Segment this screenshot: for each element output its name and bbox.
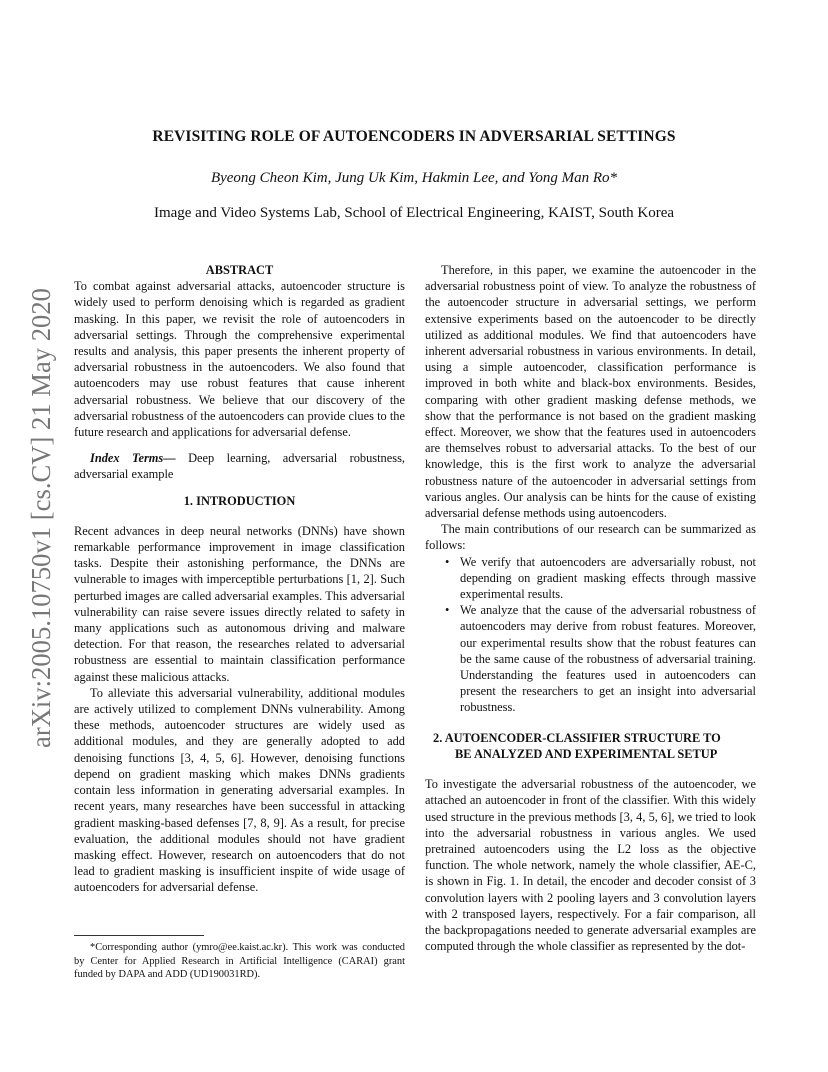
arxiv-stamp-graphic	[10, 280, 62, 760]
bullet-mark: •	[445, 603, 450, 618]
left-column	[74, 262, 405, 896]
right-paragraph-1: Therefore, in this paper, we examine the autoencoder in the adversarial robustness point of view. To analyze the robustness of the autoencoder structure in adversarial settings, we perform extensive experiments based on the autoencoder to be directly utilized as additional modules. We find that autoencoders have inherent adversarial robustness in various environments. In detail, using a simple autoencoder, classification performance is improved in both white and black-box environments. Besides, comparing with other gradient masking defense methods, we show that the performance is not based on the gradient masking effect. Moreover, we show that the features used in autoencoders are themselves robust to adversarial attacks. To the best of our knowledge, this is the first work to analyze the adversarial robustness nature of the autoencoder in adversarial settings from various angles. Our analysis can be hints for the cause of existing adversarial defense methods using autoencoders.	[425, 263, 756, 521]
index-terms-text: Deep learning, adversarial robustness, adversarial example	[74, 451, 405, 482]
list-item: • We verify that autoencoders are adversarially robust, not depending on gradient masking effects through massive experimental results.	[445, 554, 756, 602]
intro-paragraph-1: Recent advances in deep neural networks (DNNs) have shown remarkable performance improvement in image classification tasks. Despite their astonishing performance, the DNNs are vulnerable to images with imperceptible perturbations [1, 2]. Such perturbed images are called adversarial examples. This adversarial vulnerability can raise severe issues directly related to safety in many applications such as autonomous driving and malware detection. For that reason, the researches related to adversarial robustness are essential to maintain classification performance against these malicious attacks.	[74, 523, 405, 684]
section-2-paragraph: To investigate the adversarial robustness of the autoencoder, we attached an autoencoder in front of the classifier. With this widely used structure in the previous methods [3, 4, 5, 6], we tried to look into the adversarial robustness in various angles. We used pretrained autoencoders using the L2 loss as the objective function. The whole network, namely the whole classifier, AE-C, is shown in Fig. 1. In detail, the encoder and decoder consist of 3 convolution layers with 2 pooling layers and 3 convolution layers with 2 transposed layers, respectively. For a fair comparison, all the backpropagations needed to generate adversarial examples are computed through the whole classifier as represented by the dot-	[425, 777, 756, 954]
contributions-list	[425, 554, 756, 716]
section-2-heading: 2. AUTOENCODER-CLASSIFIER STRUCTURE TO BE ANALYZED AND EXPERIMENTAL SETUP	[433, 730, 721, 761]
footnote-text: *Corresponding author (ymro@ee.kaist.ac.kr). This work was conducted by Center for Applied Research in Artificial Intelligence (CARAI) grant funded by DAPA and ADD (UD190031RD).	[74, 942, 405, 981]
paper-affiliation: Image and Video Systems Lab, School of Electrical Engineering, KAIST, South Korea	[153, 205, 675, 221]
index-terms	[74, 450, 405, 482]
intro-paragraph-2: To alleviate this adversarial vulnerability, additional modules are actively utilized to complement DNNs vulnerability. Among these methods, autoencoder structures are widely used as additional modules, and they are generally adopted to add denoising functions [3, 4, 5, 6]. However, denoising functions depend on gradient masking which makes DNNs gradients contain less information in generating adversarial examples. In recent years, many researches have been successful in attacking gradient masking-based defenses [7, 8, 9]. As a result, for precise evaluation, the additional modules should not have gradient masking effect. However, research on autoencoders that do not lead to gradient masking is insufficient inspite of wide usage of autoencoders for adversarial defense.	[74, 685, 405, 895]
paper-authors: Byeong Cheon Kim, Jung Uk Kim, Hakmin Lee, and Yong Man Ro*	[210, 170, 618, 186]
footnote-rule	[74, 935, 204, 936]
abstract-heading: ABSTRACT	[205, 263, 274, 277]
bullet-mark: •	[445, 554, 450, 569]
arxiv-side-stamp	[10, 280, 62, 760]
footnote	[74, 941, 405, 982]
paper-title: REVISITING ROLE OF AUTOENCODERS IN ADVERSARIAL SETTINGS	[152, 128, 676, 145]
right-column	[425, 262, 756, 954]
intro-heading: 1. INTRODUCTION	[183, 493, 296, 508]
index-terms-label: Index Terms—	[90, 451, 176, 466]
list-item: • We analyze that the cause of the adversarial robustness of autoencoders may derive from robust features. Moreover, our experimental results show that the robust features can be the same cause of the robustness of adversarial training. Understanding the features used in autoencoders can present the researchers to get an insight into adversarial robustness.	[445, 603, 756, 715]
arxiv-stamp-text: arXiv:2005.10750v1 [cs.CV] 21 May 2020	[25, 280, 56, 748]
abstract-body: To combat against adversarial attacks, autoencoder structure is widely used to perform denoising which is regarded as gradient masking. In this paper, we revisit the role of autoencoders in adversarial settings. Through the comprehensive experimental results and analysis, this paper presents the inherent property of adversarial robustness in the autoencoders. We also found that autoencoders may use robust features that cause inherent adversarial robustness. We believe that our discovery of the adversarial robustness of the autoencoders can provide clues to the future research and applications for adversarial defense.	[74, 279, 405, 440]
contributions-intro: The main contributions of our research can be summarized as follows:	[425, 522, 756, 553]
